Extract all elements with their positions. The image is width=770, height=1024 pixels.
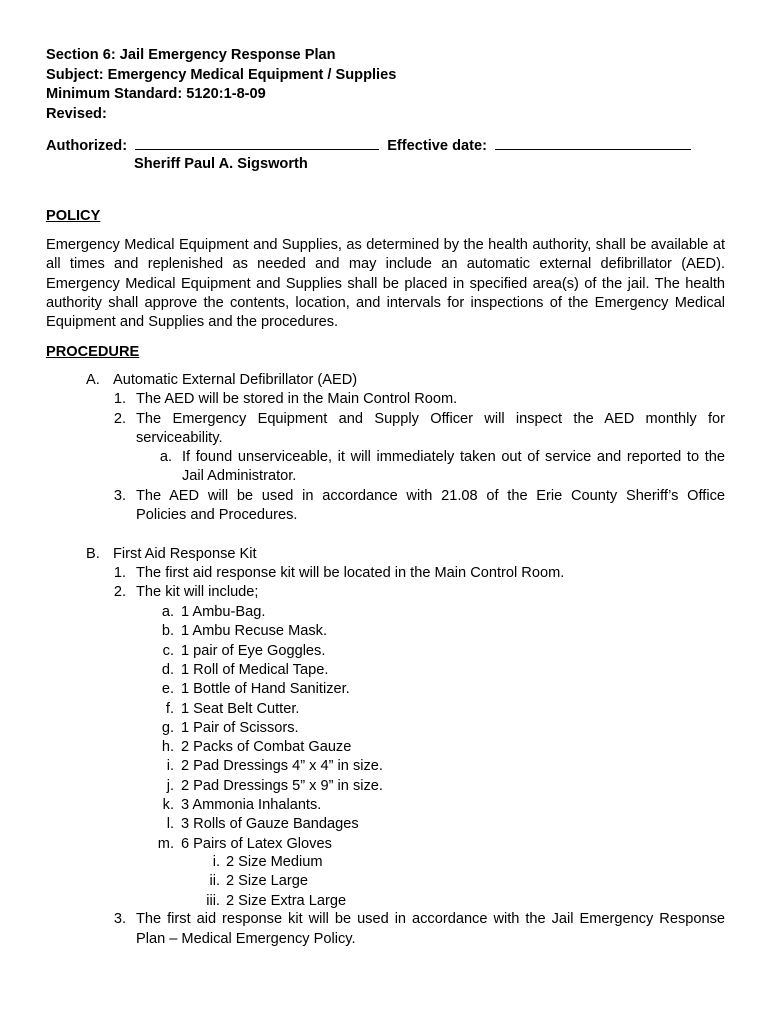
kit-item-text: 1 Pair of Scissors. — [181, 719, 299, 736]
kit-item-text: 6 Pairs of Latex Gloves — [181, 835, 332, 852]
kit-item-marker: e. — [161, 681, 174, 698]
kit-item-text: 2 Pad Dressings 4” x 4” in size. — [181, 758, 383, 775]
kit-item-marker: c. — [162, 642, 174, 659]
section-a-item-2a-cont: Jail Administrator. — [182, 468, 297, 484]
kit-item-marker: j. — [166, 777, 174, 794]
kit-item-marker: f. — [165, 700, 174, 717]
section-b-marker: B. — [86, 546, 100, 562]
section-b-title: First Aid Response Kit — [113, 546, 257, 562]
kit-item-marker: g. — [161, 719, 174, 736]
procedure-heading: PROCEDURE — [46, 344, 140, 360]
glove-size-marker: ii. — [209, 873, 220, 890]
policy-text: Emergency Medical Equipment and Supplies, as determined by the health authority, shall be available at all times and replenished as needed and may include an automatic external defibrillator (AED). Emergency Medical Equipment and Supplies shall be placed in specified area(s) of the jail. The health authority shall approve the contents, location, and intervals for inspections of the Emergency Medical Equipment and Supplies and the procedures. — [46, 237, 725, 331]
section-a-title: Automatic External Defibrillator (AED) — [113, 372, 358, 388]
minimum-standard: Minimum Standard: 5120:1-8-09 — [46, 86, 266, 102]
revised-label: Revised: — [46, 105, 107, 122]
sheriff-name: Sheriff Paul A. Sigsworth — [134, 156, 308, 172]
authorized-label: Authorized: — [46, 138, 128, 154]
kit-item-marker: h. — [161, 739, 174, 756]
kit-item-marker: a. — [161, 604, 174, 620]
glove-size-marker: i. — [212, 854, 220, 870]
document-page: Section 6: Jail Emergency Response Plan Subject: Emergency Medical Equipment / Supplies Minimum Standard: 5120:1-8-09 Revised: Authorized: Effective date: Sheriff Paul A. Sigsworth POLICY Emergency Medical Equipment and Supplies, as determined by the health authority, shall be available at all times and replenished as needed and may include an automatic external defibrillator (AED). Emergency Medical Equipment and Supplies shall be placed in specified area(s) of the jail. The health authority shall approve the contents, location, and intervals for inspections of the Emergency Medical Equipment and Supplies and the procedures. PROCEDURE A. Automatic External Defibrillator (AED) 1. The AED will be stored in the Main Control Room. 2. The Emergency Equipment and Supply Officer will inspect the AED monthly for serviceability. a. If found unserviceable, it will immediately taken out of service and reported to the Jail Administrator. 3. The AED will be used in accordance with 21.08 of the Erie County Sheriff’s Office Policies and Procedures. B. First Aid Response Kit 1. The first aid response kit will be located in the Main Control Room. 2. The kit will include; a. 1 Ambu-Bag. b. 1 Ambu Recuse Mask. c. 1 pair of Eye Goggles. d. 1 Roll of Medical Tape. e. 1 Bottle of Hand Sanitizer. f. 1 Seat Belt Cutter. g. 1 Pair of Scissors. h. 2 Packs of Combat Gauze i. 2 Pad Dressings 4” x 4” in size. j. 2 Pad Dressings 5” x 9” in size. k. 3 Ammonia Inhalants. l. 3 Rolls of Gauze Bandages m. 6 Pairs of Latex Gloves i. 2 Size Medium ii. 2 Size Large iii. 2 Size Extra Large 3. The first aid response kit will be used in accordance with the Jail Emergency Response Plan – Medical Emergency Policy. — [0, 0, 770, 1024]
effective-date-label: Effective date: — [387, 138, 487, 154]
kit-item-marker: i. — [166, 758, 174, 775]
kit-item-text: 1 Roll of Medical Tape. — [181, 661, 329, 678]
glove-size-marker: iii. — [206, 892, 220, 909]
section-title: Section 6: Jail Emergency Response Plan — [46, 47, 336, 63]
section-a-item-2-cont: serviceability. — [136, 430, 223, 446]
authorization-line — [46, 136, 691, 156]
kit-item-text: 3 Ammonia Inhalants. — [181, 797, 322, 813]
kit-item-marker: d. — [161, 661, 174, 678]
glove-size-text: 2 Size Large — [226, 873, 308, 890]
kit-item-text: 1 pair of Eye Goggles. — [181, 642, 326, 659]
effective-date-line — [495, 136, 691, 150]
glove-size-text: 2 Size Medium — [226, 854, 323, 870]
kit-item-text: 2 Packs of Combat Gauze — [181, 739, 352, 756]
subject-line: Subject: Emergency Medical Equipment / Supplies — [46, 66, 397, 83]
section-a-marker: A. — [86, 372, 100, 388]
section-b-item-3-cont: Plan – Medical Emergency Policy. — [136, 931, 356, 947]
kit-item-marker: m. — [157, 835, 174, 852]
kit-item-text: 1 Bottle of Hand Sanitizer. — [181, 681, 350, 698]
kit-item-marker: k. — [162, 797, 174, 813]
kit-item-text: 1 Ambu Recuse Mask. — [181, 623, 328, 640]
authorized-signature-line — [135, 136, 379, 150]
kit-item-marker: l. — [166, 816, 174, 833]
glove-size-text: 2 Size Extra Large — [226, 892, 347, 909]
kit-item-text: 2 Pad Dressings 5” x 9” in size. — [181, 777, 383, 794]
document-header — [46, 46, 396, 124]
kit-item-marker: b. — [161, 623, 174, 640]
policy-heading: POLICY — [46, 208, 101, 224]
kit-item-text: 3 Rolls of Gauze Bandages — [181, 816, 359, 833]
section-a-item-3-cont: Policies and Procedures. — [136, 507, 298, 523]
kit-item-text: 1 Ambu-Bag. — [181, 604, 266, 620]
kit-item-text: 1 Seat Belt Cutter. — [181, 700, 300, 717]
